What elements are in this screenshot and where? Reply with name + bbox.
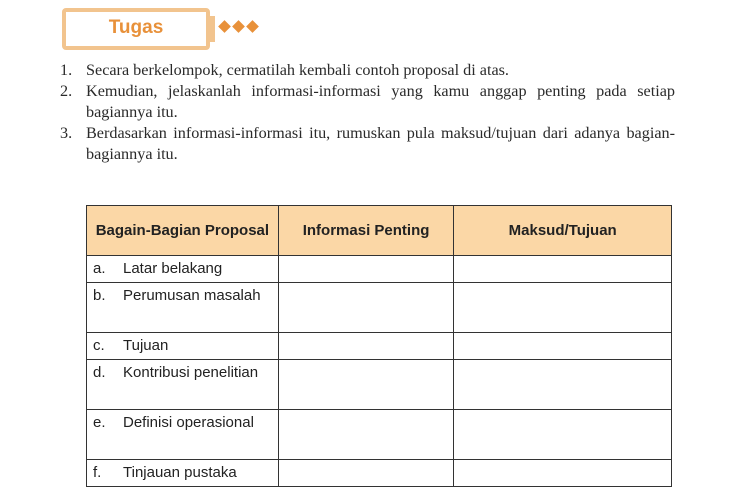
task-number: 2. bbox=[60, 82, 73, 100]
cell-maksud[interactable] bbox=[454, 410, 672, 460]
cell-maksud[interactable] bbox=[454, 360, 672, 410]
row-label: Perumusan masalah bbox=[123, 287, 261, 304]
cell-maksud[interactable] bbox=[454, 333, 672, 360]
diamond-icon bbox=[246, 20, 259, 33]
tugas-heading-box bbox=[62, 8, 210, 50]
row-label: Definisi operasional bbox=[123, 414, 254, 431]
cell-informasi[interactable] bbox=[278, 360, 454, 410]
cell-informasi[interactable] bbox=[278, 283, 454, 333]
row-label: Latar belakang bbox=[123, 260, 223, 277]
cell-informasi[interactable] bbox=[278, 333, 454, 360]
cell-informasi[interactable] bbox=[278, 256, 454, 283]
row-letter: e. bbox=[93, 414, 106, 431]
task-number: 1. bbox=[60, 61, 73, 79]
section-title: Tugas bbox=[108, 17, 164, 38]
cell-maksud[interactable] bbox=[454, 283, 672, 333]
cell-maksud[interactable] bbox=[454, 460, 672, 487]
table-row bbox=[87, 333, 672, 360]
cell-bagian bbox=[87, 410, 279, 460]
row-letter: a. bbox=[93, 260, 106, 277]
row-label: Tinjauan pustaka bbox=[123, 464, 237, 481]
task-item bbox=[60, 123, 675, 165]
table-row bbox=[87, 360, 672, 410]
table-row bbox=[87, 460, 672, 487]
cell-bagian bbox=[87, 360, 279, 410]
row-letter: f. bbox=[93, 464, 102, 481]
cell-bagian bbox=[87, 256, 279, 283]
task-item bbox=[60, 81, 675, 123]
row-label: Tujuan bbox=[123, 337, 169, 354]
task-text: Kemudian, jelaskanlah informasi-informasi yang kamu anggap penting pada setiap bagiannya itu. bbox=[86, 82, 675, 121]
row-letter: c. bbox=[93, 337, 105, 354]
task-text: Berdasarkan informasi-informasi itu, rumuskan pula maksud/tujuan dari adanya bagian-bagiannya itu. bbox=[86, 124, 675, 163]
cell-bagian bbox=[87, 283, 279, 333]
row-label: Kontribusi penelitian bbox=[123, 364, 259, 381]
row-letter: b. bbox=[93, 287, 106, 304]
cell-bagian bbox=[87, 333, 279, 360]
diamond-icon bbox=[232, 20, 245, 33]
header-bagian: Bagain-Bagian Proposal bbox=[87, 206, 279, 256]
cell-bagian bbox=[87, 460, 279, 487]
table-header-row bbox=[87, 206, 672, 256]
heading-tab-decoration bbox=[210, 16, 215, 42]
proposal-table bbox=[86, 205, 672, 487]
task-item bbox=[60, 60, 675, 81]
table-row bbox=[87, 283, 672, 333]
row-letter: d. bbox=[93, 364, 106, 381]
table-row bbox=[87, 256, 672, 283]
header-informasi-penting: Informasi Penting bbox=[278, 206, 454, 256]
cell-maksud[interactable] bbox=[454, 256, 672, 283]
task-number: 3. bbox=[60, 124, 73, 142]
task-list bbox=[60, 60, 675, 165]
task-text: Secara berkelompok, cermatilah kembali contoh proposal di atas. bbox=[86, 61, 509, 79]
table-row bbox=[87, 410, 672, 460]
cell-informasi[interactable] bbox=[278, 460, 454, 487]
cell-informasi[interactable] bbox=[278, 410, 454, 460]
diamond-ornament-icon bbox=[220, 22, 257, 31]
header-maksud-tujuan: Maksud/Tujuan bbox=[454, 206, 672, 256]
diamond-icon bbox=[218, 20, 231, 33]
